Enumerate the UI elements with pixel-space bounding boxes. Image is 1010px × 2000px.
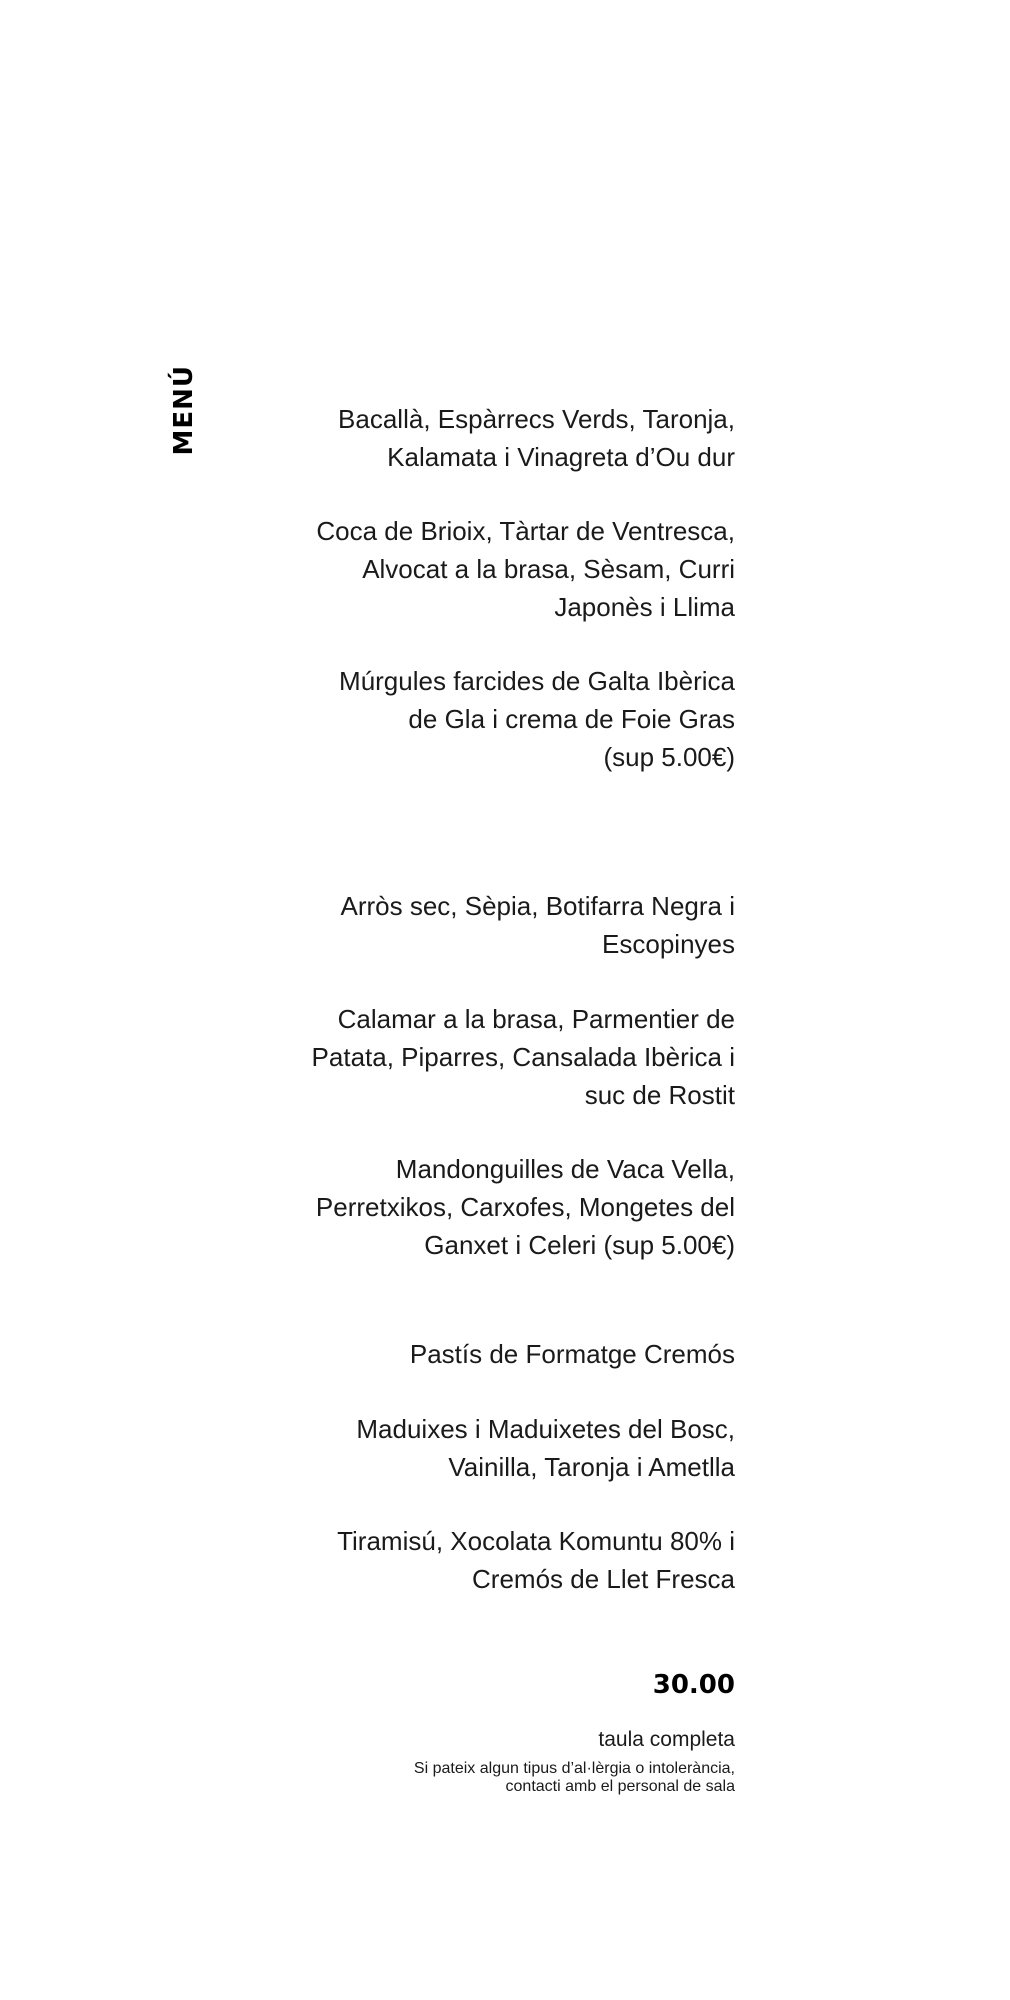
dish-line: Ganxet i Celeri (sup 5.00€) (424, 1230, 735, 1260)
dish-line: (sup 5.00€) (603, 742, 735, 772)
dish-line: Pastís de Formatge Cremós (409, 1339, 735, 1369)
dish-line: Perretxikos, Carxofes, Mongetes del (315, 1192, 735, 1222)
dish-line: Alvocat a la brasa, Sèsam, Curri (362, 554, 735, 584)
dish-line: Arròs sec, Sèpia, Botifarra Negra i (340, 891, 735, 921)
dish-6 (215, 1150, 735, 1264)
dish-line: Coca de Brioix, Tàrtar de Ventresca, (316, 516, 735, 546)
dish-line: Patata, Piparres, Cansalada Ibèrica i (311, 1042, 735, 1072)
dish-line: Mandonguilles de Vaca Vella, (395, 1154, 735, 1184)
dish-line: de Gla i crema de Foie Gras (408, 704, 735, 734)
dish-line: Bacallà, Espàrrecs Verds, Taronja, (338, 404, 735, 434)
dish-line: Múrgules farcides de Galta Ibèrica (339, 666, 735, 696)
dish-9 (215, 1522, 735, 1598)
dish-7 (215, 1335, 735, 1373)
dish-line: suc de Rostit (584, 1080, 735, 1110)
price-note: taula completa (598, 1728, 735, 1751)
dish-3 (215, 662, 735, 776)
dish-line: Escopinyes (602, 929, 735, 959)
dish-2 (215, 512, 735, 626)
allergy-notice (414, 1760, 735, 1796)
dish-line: Vainilla, Taronja i Ametlla (448, 1452, 735, 1482)
dish-line: Tiramisú, Xocolata Komuntu 80% i (337, 1526, 735, 1556)
dish-4 (215, 887, 735, 963)
dish-line: Kalamata i Vinagreta d’Ou dur (387, 442, 735, 472)
menu-title: MENÚ (169, 365, 199, 456)
dish-line: Maduixes i Maduixetes del Bosc, (356, 1414, 735, 1444)
dish-line: Calamar a la brasa, Parmentier de (337, 1004, 735, 1034)
dish-line: Japonès i Llima (554, 592, 735, 622)
menu-price: 30.00 (652, 1670, 735, 1700)
allergy-line: contacti amb el personal de sala (505, 1778, 735, 1795)
dish-5 (215, 1000, 735, 1114)
dish-8 (215, 1410, 735, 1486)
allergy-line: Si pateix algun tipus d’al·lèrgia o intolerància, (413, 1760, 735, 1777)
dish-1 (215, 400, 735, 476)
dish-line: Cremós de Llet Fresca (472, 1564, 735, 1594)
